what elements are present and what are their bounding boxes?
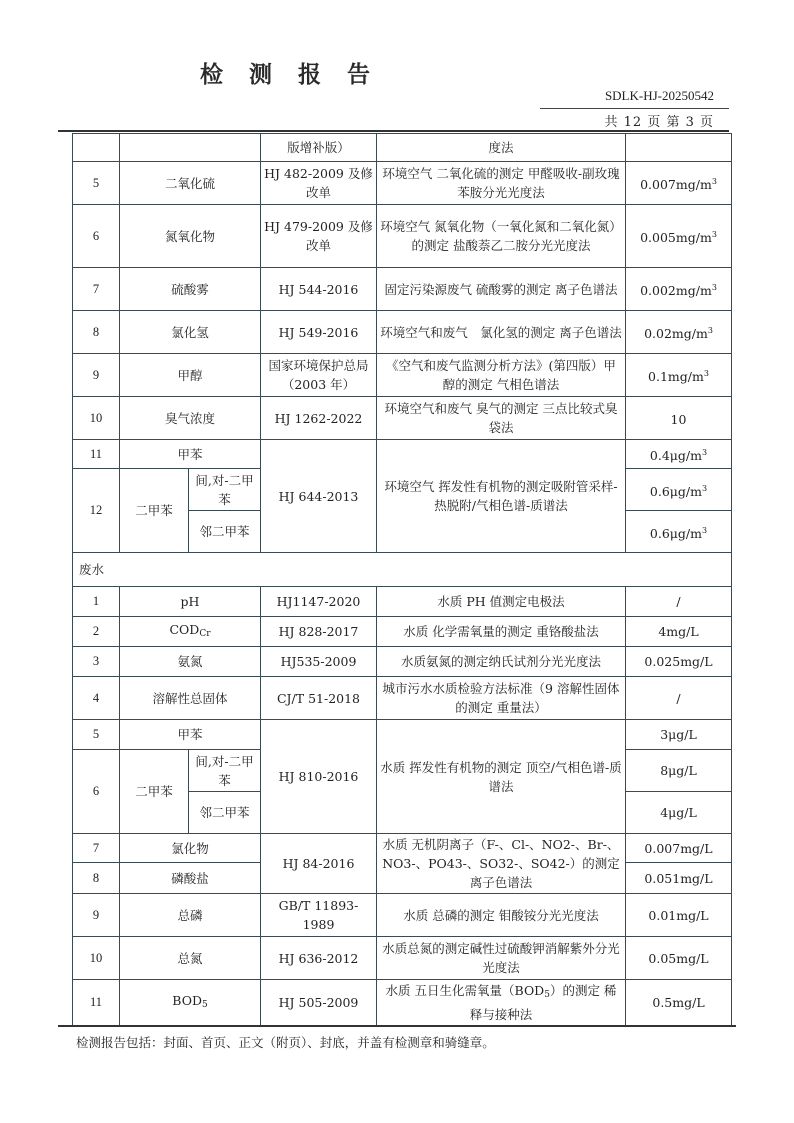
cell-subitem: 间,对-二甲苯 [189,750,261,792]
cell-standard: HJ 1262-2022 [261,397,377,440]
limit-value: 0.1mg/m [648,369,704,384]
cell-item: 氨氮 [120,647,261,677]
limit-sup: 3 [711,230,717,239]
cell-item [120,617,261,647]
cell-limit [626,354,732,397]
cell-limit [626,440,732,469]
cell-item: pH [120,587,261,617]
cell-method: 环境空气 氮氧化物（一氧化氮和二氧化氮）的测定 盐酸萘乙二胺分光光度法 [377,205,626,268]
cell-limit: 0.01mg/L [626,894,732,937]
cell-method: 环境空气 二氧化硫的测定 甲醛吸收-副玫瑰苯胺分光光度法 [377,162,626,205]
cell-no: 8 [73,863,120,894]
cell-item: 氯化物 [120,834,261,863]
method-text: 水质 五日生化需氧量（BOD [385,983,545,998]
cell-subitem: 邻二甲苯 [189,792,261,834]
limit-value: 10 [670,412,687,427]
item-subscript: Cr [199,628,211,639]
table-row [73,980,732,1026]
cell-item: 二氧化硫 [120,162,261,205]
table-row [73,937,732,980]
cell-item [120,980,261,1026]
cell-standard: HJ 84-2016 [261,834,377,894]
cell-standard: HJ 828-2017 [261,617,377,647]
cell-method: 水质 总磷的测定 钼酸铵分光光度法 [377,894,626,937]
table-row [73,354,732,397]
cell-standard: HJ 549-2016 [261,311,377,354]
cell-method: 《空气和废气监测分析方法》(第四版）甲醇的测定 气相色谱法 [377,354,626,397]
report-title: 检 测 报 告 [200,61,380,88]
cell-standard: CJ/T 51-2018 [261,677,377,720]
cell-standard: HJ 644-2013 [261,440,377,553]
cell-limit: 0.051mg/L [626,863,732,894]
cell-method [377,980,626,1026]
table-row [73,162,732,205]
limit-value: 0.02mg/m [644,326,708,341]
limit-value: 0.6μg/m [649,525,702,541]
limit-sup: 3 [703,369,709,378]
cell-standard: 版增补版） [261,134,377,162]
section-label-wastewater: 废水 [73,553,732,587]
test-method-table [72,133,732,1026]
cell-method: 城市污水水质检验方法标准（9 溶解性固体的测定 重量法） [377,677,626,720]
cell-limit [626,162,732,205]
limit-value: 0.4μg/m [649,448,702,463]
cell-no [73,134,120,162]
footer-note: 检测报告包括：封面、首页、正文（附页）、封底，并盖有检测章和骑缝章。 [76,1035,495,1050]
cell-limit [626,397,732,440]
method-subscript: 5 [544,990,550,1000]
cell-item: 硫酸雾 [120,268,261,311]
cell-no: 11 [73,440,120,469]
cell-limit [626,311,732,354]
cell-method: 水质 PH 值测定电极法 [377,587,626,617]
cell-no: 10 [73,937,120,980]
report-number: SDLK-HJ-20250542 [604,88,714,103]
cell-no: 9 [73,894,120,937]
divider [58,130,729,132]
cell-method: 环境空气和废气 臭气的测定 三点比较式臭袋法 [377,397,626,440]
cell-limit [626,134,732,162]
cell-no: 7 [73,268,120,311]
cell-limit [626,268,732,311]
item-name: BOD [172,992,202,1008]
method-text: ）的测定 稀释与接种法 [469,983,617,1022]
limit-value: 0.002mg/m [640,283,712,298]
cell-standard: HJ 810-2016 [261,720,377,834]
limit-sup: 3 [701,525,708,535]
cell-no: 7 [73,834,120,863]
cell-no: 11 [73,980,120,1026]
cell-method: 水质氨氮的测定纳氏试剂分光光度法 [377,647,626,677]
cell-subitem: 邻二甲苯 [189,511,261,553]
cell-standard: HJ1147-2020 [261,587,377,617]
cell-limit: 0.025mg/L [626,647,732,677]
cell-limit [626,205,732,268]
divider [540,108,729,109]
cell-limit [626,511,732,553]
table-row [73,647,732,677]
cell-item: 臭气浓度 [120,397,261,440]
cell-item: 甲醇 [120,354,261,397]
cell-standard: 国家环境保护总局 （2003 年） [261,354,377,397]
cell-method: 水质 化学需氧量的测定 重铬酸盐法 [377,617,626,647]
cell-no: 3 [73,647,120,677]
cell-item: 二甲苯 [120,750,189,834]
cell-no: 8 [73,311,120,354]
limit-sup: 3 [711,177,717,186]
cell-item: 二甲苯 [120,469,189,553]
table-row [73,894,732,937]
cell-item: 甲苯 [120,720,261,750]
cell-limit: / [626,587,732,617]
cell-item [120,134,261,162]
cell-no: 1 [73,587,120,617]
cell-no: 2 [73,617,120,647]
cell-limit [626,469,732,511]
cell-standard: HJ 479-2009 及修改单 [261,205,377,268]
cell-standard: HJ535-2009 [261,647,377,677]
cell-method: 水质 挥发性有机物的测定 顶空/气相色谱-质谱法 [377,720,626,834]
limit-sup: 3 [707,326,713,335]
cell-standard: HJ 544-2016 [261,268,377,311]
limit-sup: 3 [701,448,708,457]
item-name: COD [169,621,200,637]
cell-method: 环境空气和废气 氯化氢的测定 离子色谱法 [377,311,626,354]
limit-value: 0.6μg/m [649,483,702,499]
cell-method: 水质 无机阴离子（F-、Cl-、NO2-、Br-、NO3-、PO43-、SO32-、SO42-）的测定 离子色谱法 [377,834,626,894]
limit-value: 0.005mg/m [640,230,712,245]
table-row [73,834,732,863]
cell-item: 氮氧化物 [120,205,261,268]
cell-limit: / [626,677,732,720]
table-row [73,617,732,647]
cell-item: 总磷 [120,894,261,937]
limit-value: 0.007mg/m [640,177,712,192]
table-row [73,587,732,617]
table-row [73,677,732,720]
cell-subitem: 间,对-二甲苯 [189,469,261,511]
cell-standard: HJ 482-2009 及修改单 [261,162,377,205]
cell-no: 5 [73,162,120,205]
cell-limit: 4mg/L [626,617,732,647]
cell-limit: 8μg/L [626,750,732,792]
limit-sup: 3 [711,283,717,292]
divider [58,1025,736,1027]
cell-no: 12 [73,469,120,553]
cell-method: 环境空气 挥发性有机物的测定吸附管采样-热脱附/气相色谱-质谱法 [377,440,626,553]
cell-no: 9 [73,354,120,397]
cell-no: 6 [73,205,120,268]
cell-item: 溶解性总固体 [120,677,261,720]
cell-no: 5 [73,720,120,750]
cell-limit: 0.5mg/L [626,980,732,1026]
table-row [73,134,732,162]
cell-no: 10 [73,397,120,440]
cell-standard: GB/T 11893-1989 [261,894,377,937]
cell-limit: 0.007mg/L [626,834,732,863]
cell-method: 固定污染源废气 硫酸雾的测定 离子色谱法 [377,268,626,311]
table-row [73,440,732,469]
cell-item: 磷酸盐 [120,863,261,894]
cell-limit: 3μg/L [626,720,732,750]
page-info: 共 12 页 第 3 页 [604,115,714,130]
table-row [73,720,732,750]
cell-item: 甲苯 [120,440,261,469]
table-row [73,205,732,268]
table-row [73,311,732,354]
item-subscript: 5 [201,999,208,1010]
cell-standard: HJ 505-2009 [261,980,377,1026]
cell-limit: 0.05mg/L [626,937,732,980]
cell-method: 水质总氮的测定碱性过硫酸钾消解紫外分光光度法 [377,937,626,980]
section-row [73,553,732,587]
cell-standard: HJ 636-2012 [261,937,377,980]
cell-no: 6 [73,750,120,834]
limit-sup: 3 [701,483,708,493]
table-row [73,397,732,440]
cell-no: 4 [73,677,120,720]
cell-item: 氯化氢 [120,311,261,354]
cell-limit: 4μg/L [626,792,732,834]
cell-item: 总氮 [120,937,261,980]
table-row [73,268,732,311]
cell-method: 度法 [377,134,626,162]
